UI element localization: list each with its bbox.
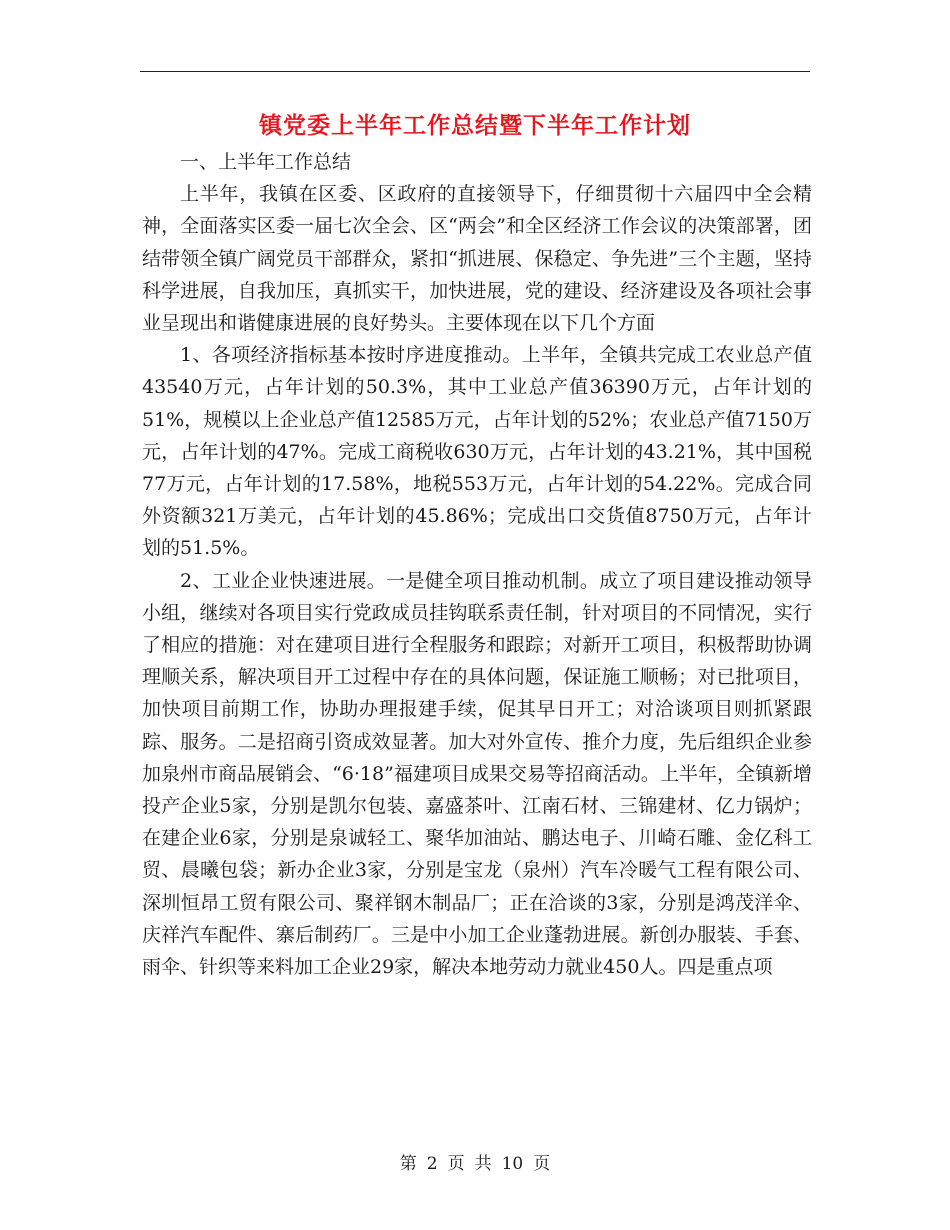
- section-heading: 一、上半年工作总结: [180, 151, 352, 173]
- paragraph-economic-indicators: 1、各项经济指标基本按时序进度推动。上半年，全镇共完成工农业总产值43540万元，占年计划的50.3%，其中工业总产值36390万元，占年计划的51%，规模以上企业总产值12585万元，占年计划的52%；农业总产值7150万元，占年计划的47%。完成工商税收630万元，占年计划的43.21%，其中国税77万元，占年计划的17.58%，地税553万元，占年计划的54.22%。完成合同外资额321万美元，占年计划的45.86%；完成出口交货值8750万元，占年计划的51.5%。: [142, 344, 812, 560]
- footer-page-unit: 页: [447, 1154, 465, 1174]
- footer-current-page: 2: [426, 1154, 438, 1174]
- paragraph-industrial-development: 2、工业企业快速进展。一是健全项目推动机制。成立了项目建设推动领导小组，继续对各项目实行党政成员挂钩联系责任制，针对项目的不同情况，实行了相应的措施：对在建项目进行全程服务和跟踪；对新开工项目，积极帮助协调理顺关系，解决项目开工过程中存在的具体问题，保证施工顺畅；对已批项目，加快项目前期工作，协助办理报建手续，促其早日开工；对洽谈项目则抓紧跟踪、服务。二是招商引资成效显著。加大对外宣传、推介力度，先后组织企业参加泉州市商品展销会、“6·18”福建项目成果交易等招商活动。上半年，全镇新增投产企业5家，分别是凯尔包装、嘉盛茶叶、江南石材、三锦建材、亿力锅炉；在建企业6家，分别是泉诚轻工、聚华加油站、鹏达电子、川崎石雕、金亿科工贸、晨曦包袋；新办企业3家，分别是宝龙（泉州）汽车冷暖气工程有限公司、深圳恒昂工贸有限公司、聚祥钢木制品厂；正在洽谈的3家，分别是鸿茂洋伞、庆祥汽车配件、寨后制药厂。三是中小加工企业蓬勃进展。新创办服装、手套、雨伞、针织等来料加工企业29家，解决本地劳动力就业450人。四是重点项: [142, 569, 812, 979]
- document-body: [142, 146, 812, 983]
- footer-prefix: 第: [399, 1154, 417, 1174]
- footer-total-prefix: 共: [474, 1154, 492, 1174]
- paragraph-intro: 上半年，我镇在区委、区政府的直接领导下，仔细贯彻十六届四中全会精神，全面落实区委一届七次全会、区“两会”和全区经济工作会议的决策部署，团结带领全镇广阔党员干部群众，紧扣“抓进展、保稳定、争先进”三个主题，坚持科学进展，自我加压，真抓实干，加快进展，党的建设、经济建设及各项社会事业呈现出和谐健康进展的良好势头。主要体现在以下几个方面: [142, 183, 812, 335]
- page-footer: [0, 1152, 950, 1176]
- footer-total-unit: 页: [533, 1154, 551, 1174]
- header-rule: [140, 71, 810, 72]
- document-title: 镇党委上半年工作总结暨下半年工作计划: [259, 112, 691, 139]
- footer-total-pages: 10: [501, 1154, 524, 1174]
